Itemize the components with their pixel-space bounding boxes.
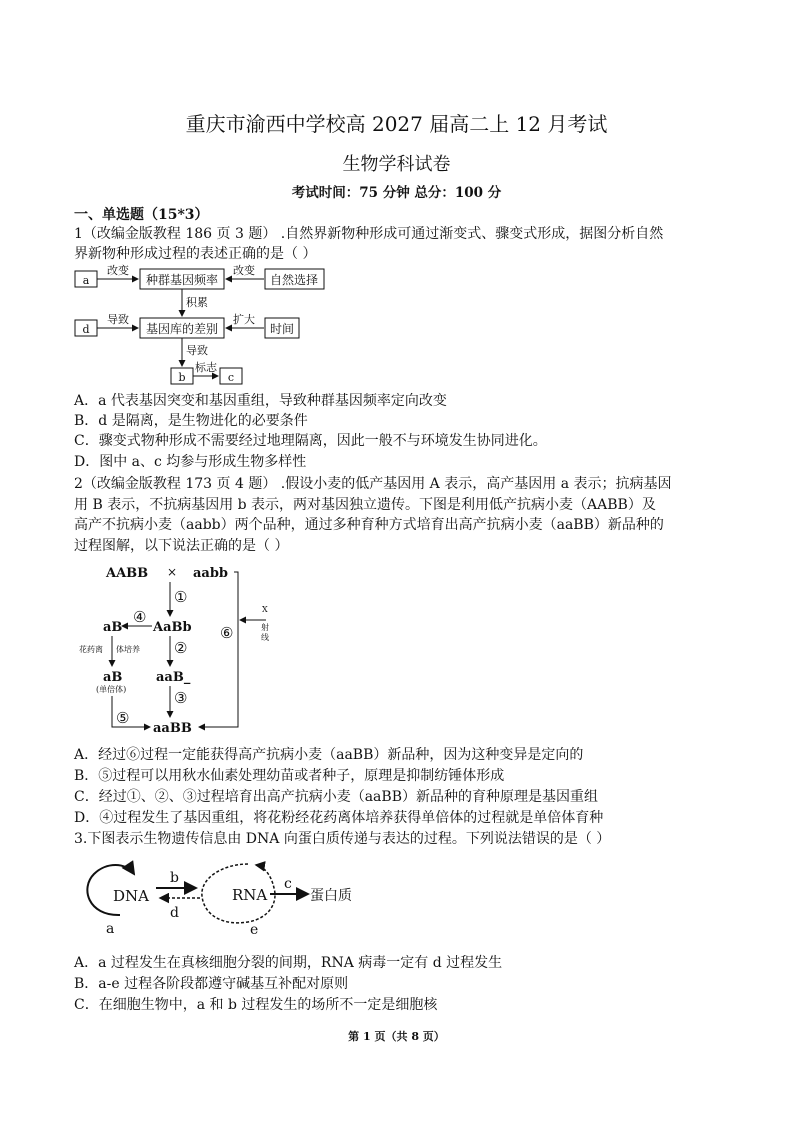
exam-info: 考试时间：75 分钟 总分：100 分 [291, 185, 502, 201]
label-xray3: 线 [261, 633, 269, 642]
q1-stem-line1: 1（改编金版教程 186 页 3 题） .自然界新物种形成可通过渐变式、骤变式形成，据图分析自然 [74, 226, 664, 242]
label-freq: 种群基因频率 [145, 273, 219, 287]
label-n6: ⑥ [220, 624, 234, 642]
label-aB-top: aB [103, 620, 123, 635]
section-heading: 一、单选题（15*3） [74, 207, 209, 223]
q1-option-a: A．a 代表基因突变和基因重组，导致种群基因频率定向改变 [74, 393, 447, 409]
q3-option-b: B．a-e 过程各阶段都遵守碱基互补配对原则 [74, 976, 349, 992]
label-time: 时间 [269, 322, 295, 336]
label-change2: 改变 [233, 264, 255, 277]
label-d: d [170, 905, 179, 921]
label-xray2: 射 [261, 623, 269, 632]
label-xray1: X [262, 605, 268, 614]
label-expand: 扩大 [233, 313, 255, 326]
q2-option-b: B．⑤过程可以用秋水仙素处理幼苗或者种子，原理是抑制纺锤体形成 [74, 768, 505, 784]
label-aaB: aaB_ [156, 670, 191, 685]
label-dna: DNA [113, 887, 149, 905]
label-protein: 蛋白质 [310, 888, 352, 904]
label-genediff: 基因库的差别 [145, 322, 219, 336]
q2-stem-line2: 用 B 表示，不抗病基因用 b 表示，两对基因独立遗传。下图是利用低产抗病小麦（AABB）及 [74, 497, 656, 513]
label-a: a [106, 921, 115, 937]
q1-option-d: D．图中 a、c 均参与形成生物多样性 [74, 454, 307, 470]
q3-diagram [78, 858, 368, 938]
exam-title: 重庆市渝西中学校高 2027 届高二上 12 月考试 [185, 112, 608, 136]
label-n4: ④ [133, 608, 147, 626]
label-c: c [227, 371, 235, 384]
label-e: e [250, 922, 259, 938]
page-footer: 第 1 页（共 8 页） [348, 1030, 445, 1043]
label-lead2: 导致 [186, 344, 208, 357]
label-n5: ⑤ [116, 709, 130, 727]
q2-stem-line1: 2（改编金版教程 173 页 4 题） .假设小麦的低产基因用 A 表示，高产基因用 a 表示；抗病基因 [74, 476, 672, 492]
q3-option-a: A．a 过程发生在真核细胞分裂的间期，RNA 病毒一定有 d 过程发生 [74, 955, 503, 971]
q2-option-c: C．经过①、②、③过程培育出高产抗病小麦（aaBB）新品种的育种原理是基因重组 [74, 789, 598, 805]
label-lead1: 导致 [107, 313, 129, 326]
label-n2: ② [174, 639, 188, 657]
label-p2: aabb [193, 566, 229, 581]
q1-option-c: C．骤变式物种形成不需要经过地理隔离，因此一般不与环境发生协同进化。 [74, 433, 547, 449]
exam-subtitle: 生物学科试卷 [342, 154, 451, 175]
label-haploid: (单倍体) [96, 685, 127, 694]
q1-option-b: B．d 是隔离，是生物进化的必要条件 [74, 413, 308, 429]
q1-diagram [72, 262, 332, 387]
label-aB-bottom: aB [103, 670, 123, 685]
label-p1: AABB [106, 566, 149, 581]
q1-stem-line2: 界新物种形成过程的表述正确的是（ ） [74, 246, 317, 262]
label-n1: ① [174, 588, 188, 606]
label-mark: 标志 [195, 361, 217, 374]
label-rna: RNA [232, 886, 268, 904]
q3-stem: 3.下图表示生物遗传信息由 DNA 向蛋白质传递与表达的过程。下列说法错误的是（ ） [74, 831, 611, 847]
label-cross: × [167, 565, 178, 579]
label-anther: 花药离 [79, 645, 103, 654]
label-change1: 改变 [107, 264, 129, 277]
arrow-step6 [199, 572, 238, 727]
label-a: a [82, 274, 90, 287]
q3-option-c: C．在细胞生物中，a 和 b 过程发生的场所不一定是细胞核 [74, 997, 438, 1013]
q2-option-d: D．④过程发生了基因重组，将花粉经花药离体培养获得单倍体的过程就是单倍体育种 [74, 810, 604, 826]
label-culture: 体培养 [116, 645, 140, 654]
q2-stem-line3: 高产不抗病小麦（aabb）两个品种，通过多种育种方式培育出高产抗病小麦（aaBB）新品种的 [74, 517, 664, 533]
label-d: d [82, 323, 90, 336]
q2-stem-line4: 过程图解，以下说法正确的是（ ） [74, 538, 289, 554]
label-f1: AaBb [153, 620, 192, 635]
label-b: b [170, 870, 179, 886]
q2-option-a: A．经过⑥过程一定能获得高产抗病小麦（aaBB）新品种，因为这种变异是定向的 [74, 747, 584, 763]
label-n3: ③ [174, 689, 188, 707]
label-c: c [284, 876, 292, 892]
label-natural: 自然选择 [269, 273, 319, 287]
label-target: aaBB [153, 721, 192, 736]
label-accumulate: 积累 [186, 296, 208, 309]
q2-diagram [76, 560, 276, 740]
label-b: b [178, 371, 186, 384]
